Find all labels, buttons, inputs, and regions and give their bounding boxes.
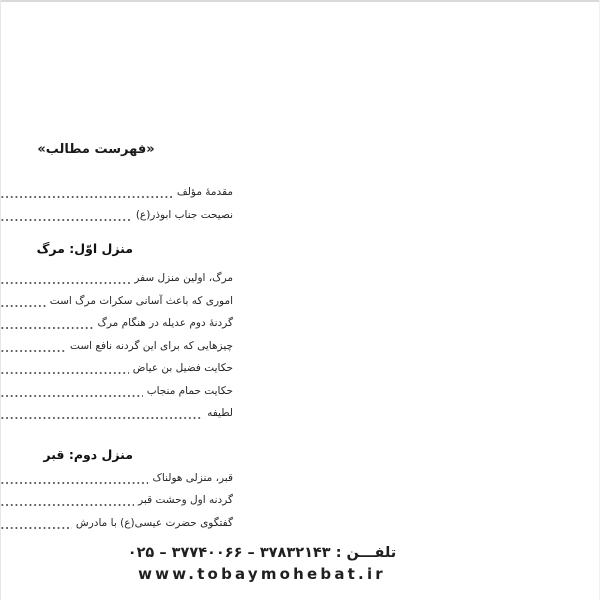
leader-dots bbox=[0, 380, 143, 403]
leader-dots bbox=[0, 181, 173, 204]
leader-dots bbox=[0, 489, 134, 512]
leader-dots bbox=[0, 357, 129, 380]
leader-dots bbox=[0, 312, 93, 335]
leader-dots bbox=[0, 267, 130, 290]
toc-entry-label: لطیفه bbox=[207, 407, 233, 419]
toc-entry-label: حکایت حمام منجاب bbox=[146, 384, 233, 397]
toc-entry-row bbox=[0, 489, 233, 512]
toc-entry-row bbox=[0, 335, 233, 358]
page-title: «فهرست مطالب» bbox=[37, 142, 155, 157]
toc-entry-label: حکایت فضیل بن عیاض bbox=[132, 362, 233, 374]
toc-entry-row bbox=[0, 357, 233, 380]
leader-dots bbox=[0, 467, 148, 490]
phone-line: تلفـــن : ۳۷۸۳۲۱۴۳ – ۳۷۷۴۰۰۶۶ – ۰۲۵ bbox=[127, 545, 397, 561]
toc-entry-label: اموری که باعث آسانی سکرات مرگ است bbox=[49, 294, 233, 307]
leader-dots bbox=[0, 512, 72, 535]
toc-entry-row bbox=[0, 512, 233, 535]
leader-dots bbox=[0, 290, 46, 313]
toc-entry-row bbox=[0, 204, 233, 227]
toc-entry-row bbox=[0, 402, 233, 425]
toc-entry-label: مقدمهٔ مؤلف bbox=[176, 186, 233, 198]
leader-dots bbox=[0, 335, 66, 358]
toc-entry-label: قبر، منزلی هولناک bbox=[152, 471, 233, 484]
toc-entry-row bbox=[0, 467, 233, 490]
toc-section-header: منزل اوّل: مرگ bbox=[36, 241, 133, 256]
toc-entry-label: گردنهٔ دوم عدیله در هنگام مرگ bbox=[97, 317, 233, 329]
toc-entry-label: نصیحت جناب ابوذر(ع) bbox=[135, 208, 233, 221]
toc-entry-label: گفتگوی حضرت عیسی(ع) با مادرش bbox=[75, 516, 233, 529]
toc-entry-row bbox=[0, 380, 233, 403]
scan-edge-top bbox=[0, 0, 600, 2]
leader-dots bbox=[0, 402, 203, 425]
toc-entry-row bbox=[0, 312, 233, 335]
publisher-footer bbox=[62, 543, 462, 584]
toc-list bbox=[0, 181, 233, 534]
toc-entry-label: مرگ، اولین منزل سفر bbox=[134, 272, 233, 284]
website-url: www.tobaymohebat.ir bbox=[138, 565, 386, 583]
toc-entry-label: چیزهایی که برای این گردنه نافع است bbox=[70, 339, 233, 352]
toc-entry-row bbox=[0, 267, 233, 290]
toc-entry-label: گردنه اول وحشت قبر bbox=[138, 494, 233, 506]
toc-entry-row bbox=[0, 181, 233, 204]
leader-dots bbox=[0, 204, 132, 227]
toc-entry-row bbox=[0, 290, 233, 313]
toc-section-header: منزل دوم: قبر bbox=[43, 446, 133, 462]
